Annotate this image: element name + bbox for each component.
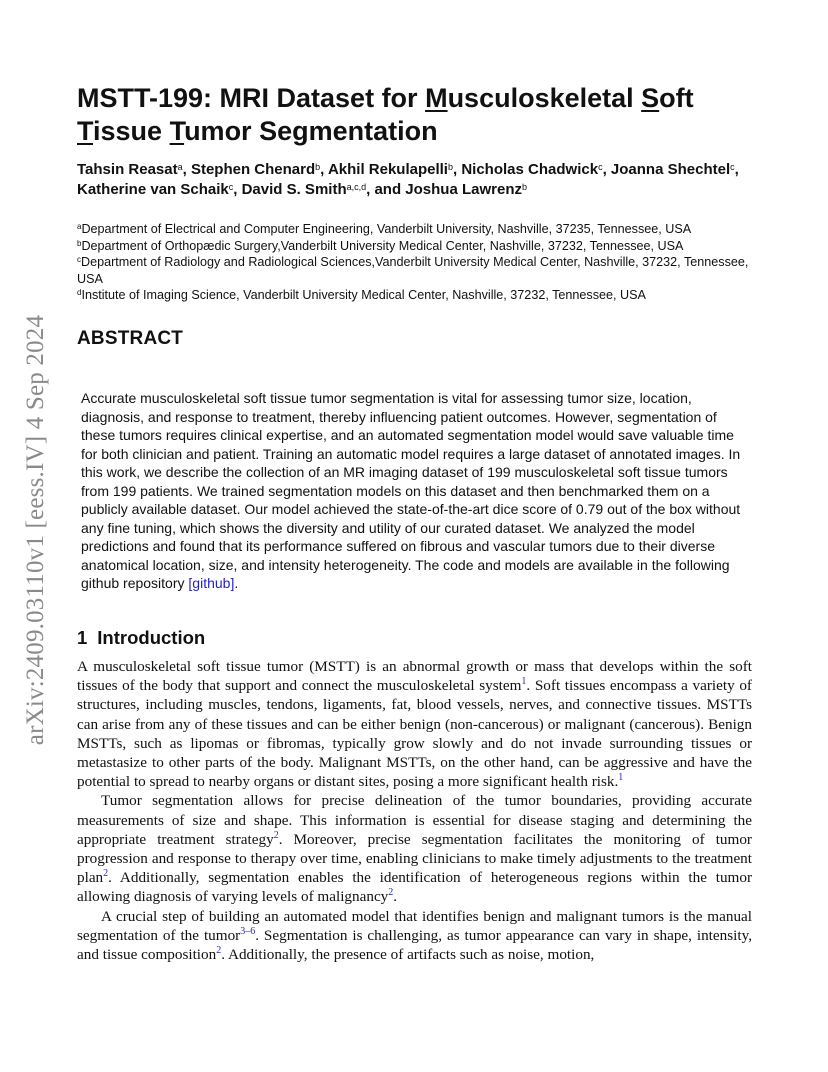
author-affiliation-mark: b (447, 162, 453, 172)
paragraph-text: . Moreover, precise segmentation facilitates the monitoring of tumor progression and response to therapy over time, enabling clinicians to make timely adjustments to the treatment plan (77, 830, 752, 887)
abstract-end: . (234, 575, 239, 591)
author (328, 161, 461, 178)
author-separator: , (182, 161, 191, 178)
citation-link[interactable]: 1 (618, 772, 624, 784)
author-name: Stephen Chenard (190, 161, 316, 178)
affiliation (77, 221, 757, 238)
author-name: Akhil Rekulapelli (327, 161, 448, 178)
author (77, 161, 191, 178)
citation-link[interactable]: 2 (103, 868, 109, 880)
title-underlined-letter: T (77, 116, 94, 146)
affiliation-list (77, 221, 757, 304)
paragraph-text: . Additionally, the presence of artifacts such as noise, motion, (221, 946, 595, 964)
paragraph-text: . Additionally, segmentation enables the identification of heterogeneous regions within the tumor allowing diagnosis of varying levels of malignancy (77, 869, 752, 906)
affiliation-mark: a (77, 222, 82, 231)
title-underlined-letter: T (169, 116, 185, 146)
abstract-heading: ABSTRACT (77, 328, 184, 349)
author-name: Nicholas Chadwick (461, 161, 599, 178)
author (405, 181, 527, 198)
citation-link[interactable]: 2 (216, 945, 222, 957)
github-link[interactable]: [github] (188, 575, 235, 591)
author-name: David S. Smith (241, 181, 347, 198)
author-affiliation-mark: c (228, 182, 234, 192)
section-heading-introduction (77, 627, 205, 649)
citation-link[interactable]: 1 (521, 676, 527, 688)
paragraph-text: . Soft tissues encompass a variety of structures, including muscles, tendons, ligaments, fat, blood vessels, nerves, and connective tissues. MSTTs can arise from any of these tissues and can be either benign (non-cancerous) or malignant (cancerous). Benign MSTTs, such as lipomas or fibromas, typically grow slowly and do not invade surrounding tissues or metastasize to other parts of the body. Malignant MSTTs, on the other hand, can be aggressive and have the potential to spread to nearby organs or distant sites, posing a more significant health risk. (77, 677, 752, 791)
intro-paragraph-1 (77, 657, 752, 791)
author-separator: , (320, 161, 328, 178)
author (242, 181, 406, 198)
author-separator: , (233, 181, 242, 198)
citation-link[interactable]: 2 (273, 829, 279, 841)
author (191, 161, 328, 178)
author-separator: , (453, 161, 462, 178)
affiliation-text: Department of Orthopædic Surgery,Vanderbilt University Medical Center, Nashville, 37232, Tennessee, USA (81, 238, 684, 253)
author-name: Joshua Lawrenz (405, 181, 522, 198)
affiliation-mark: d (77, 288, 82, 297)
title-text: umor Segmentation (184, 116, 438, 146)
author (77, 181, 242, 198)
paragraph-text: . Segmentation is challenging, as tumor appearance can vary in shape, intensity, and tissue composition (77, 926, 752, 964)
citation-link[interactable]: 2 (388, 887, 394, 899)
affiliation-text: Institute of Imaging Science, Vanderbilt University Medical Center, Nashville, 37232, Tennessee, USA (81, 288, 646, 302)
abstract-text: Accurate musculoskeletal soft tissue tumor segmentation is vital for assessing tumor size, location, diagnosis, and response to treatment, thereby influencing patient outcomes. However, segmentation of these tumors requires clinical expertise, and an automated segmentation model would save valuable time for both clinician and patient. Training an automatic model requires a large dataset of annotated images. In this work, we describe the collection of an MR imaging dataset of 199 musculoskeletal soft tissue tumors from 199 patients. We trained segmentation models on this dataset and then benchmarked them on a publicly available dataset. Our model achieved the state-of-the-art dice score of 0.79 out of the box without any fine tuning, which shows the diversity and utility of our curated dataset. We analyzed the model predictions and found that its performance suffered on fibrous and vascular tumors due to their diverse anatomical location, size, and intensity heterogeneity. The code and models are available in the following github repository (81, 390, 741, 591)
author-separator: , and (366, 181, 406, 198)
paragraph-text: . (393, 888, 398, 906)
title-underlined-letter: S (641, 83, 660, 113)
paragraph-text: A crucial step of building an automated model that identifies benign and malignant tumors is the manual segmentation of the tumor (77, 907, 752, 944)
author-affiliation-mark: b (522, 182, 528, 192)
paper-title (77, 82, 757, 148)
paragraph-text: Tumor segmentation allows for precise delineation of the tumor boundaries, providing accurate measurements of size and shape. This information is essential for disease staging and determining the appropriate treatment strategy (77, 792, 752, 848)
affiliation (77, 287, 757, 304)
arxiv-identifier: arXiv:2409.03110v1 [eess.IV] 4 Sep 2024 (22, 314, 49, 746)
title-text: usculoskeletal (447, 83, 642, 113)
title-text: oft (659, 83, 694, 113)
affiliation-mark: b (77, 238, 82, 248)
author-affiliation-mark: a (177, 162, 183, 172)
introduction-body (77, 657, 752, 964)
section-number: 1 (77, 627, 88, 648)
author-name: Tahsin Reasat (77, 161, 178, 178)
author (611, 161, 739, 178)
author-affiliation-mark: c (730, 162, 735, 172)
author-name: Katherine van Schaik (77, 181, 229, 198)
author-separator: , (602, 161, 611, 178)
affiliation (77, 254, 757, 287)
arxiv-sidebar (0, 0, 64, 1072)
author-affiliation-mark: a,c,d (346, 182, 367, 192)
title-text: issue (93, 116, 170, 146)
abstract-body (81, 389, 753, 593)
title-text: MSTT-199: MRI Dataset for (77, 83, 426, 113)
author-list (77, 160, 757, 200)
affiliation (77, 238, 757, 255)
affiliation-text: Department of Electrical and Computer Engineering, Vanderbilt University, Nashville, 37235, Tennessee, USA (81, 222, 692, 236)
section-title: Introduction (97, 627, 206, 648)
author (461, 161, 611, 178)
author-affiliation-mark: b (315, 162, 321, 172)
intro-paragraph-2 (77, 791, 752, 906)
affiliation-mark: c (77, 255, 81, 264)
author-separator: , (734, 161, 739, 178)
author-affiliation-mark: c (598, 162, 603, 172)
title-underlined-letter: M (425, 83, 448, 113)
citation-link[interactable]: 3–6 (240, 925, 256, 937)
author-name: Joanna Shechtel (610, 161, 731, 178)
intro-paragraph-3 (77, 907, 752, 965)
paragraph-text: A musculoskeletal soft tissue tumor (MSTT) is an abnormal growth or mass that develops within the soft tissues of the body that support and connect the musculoskeletal system (77, 658, 752, 695)
affiliation-text: Department of Radiology and Radiological Sciences,Vanderbilt University Medical Center, Nashville, 37232, Tennessee, USA (77, 255, 749, 286)
